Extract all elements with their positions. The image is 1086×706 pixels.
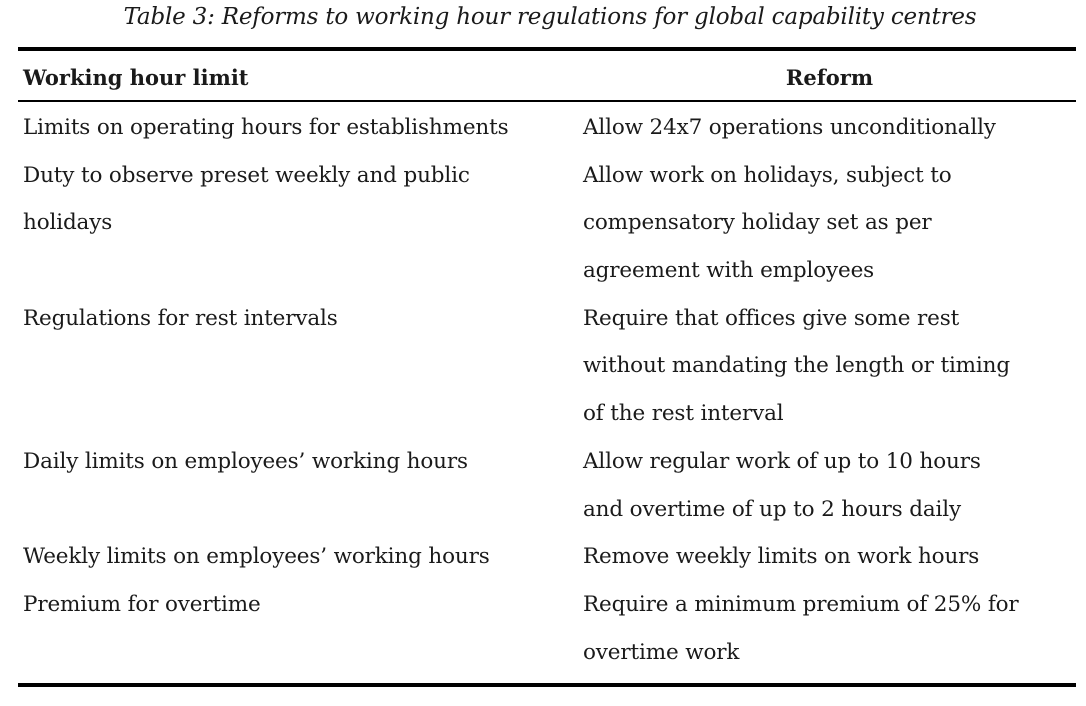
limit-cell-line: Duty to observe preset weekly and public (23, 162, 470, 188)
table-body (0, 104, 1086, 676)
limit-cell-line: holidays (23, 210, 113, 236)
table-row (0, 533, 1086, 581)
reform-cell-line: Require a minimum premium of 25% for (583, 591, 1019, 617)
limit-cell-line: Premium for overtime (23, 591, 261, 617)
header-reform: Reform (785, 65, 874, 90)
limit-cell (23, 438, 575, 486)
reform-cell (583, 295, 1079, 438)
reform-cell-line: of the rest interval (583, 401, 784, 427)
table-bottom-rule (18, 683, 1076, 687)
limit-cell-line: Regulations for rest intervals (23, 305, 338, 331)
reform-cell-line: Remove weekly limits on work hours (583, 544, 980, 570)
reform-cell (583, 438, 1079, 533)
limit-cell (23, 581, 575, 629)
table-row (0, 295, 1086, 438)
limit-cell (23, 533, 575, 581)
limit-cell-line: Limits on operating hours for establishments (23, 115, 509, 140)
table-caption: Table 3: Reforms to working hour regulations for global capability centres (123, 4, 977, 30)
reform-cell-line: and overtime of up to 2 hours daily (583, 496, 961, 522)
reform-cell-line: without mandating the length or timing (583, 353, 1010, 379)
limit-cell-line: Weekly limits on employees’ working hours (23, 544, 490, 570)
limit-cell (23, 152, 575, 247)
table-header-rule (18, 100, 1076, 102)
reform-cell-line: Allow regular work of up to 10 hours (583, 448, 981, 474)
reform-cell-line: overtime work (583, 639, 740, 665)
reform-cell-line: Allow 24x7 operations unconditionally (583, 115, 996, 140)
reform-cell (583, 533, 1079, 581)
table-row (0, 438, 1086, 533)
reform-cell (583, 152, 1079, 295)
limit-cell-line: Daily limits on employees’ working hours (23, 448, 468, 474)
table-row (0, 104, 1086, 152)
reform-cell-line: Allow work on holidays, subject to (583, 162, 952, 188)
reform-cell-line: compensatory holiday set as per (583, 210, 932, 236)
reform-cell-line: Require that offices give some rest (583, 305, 960, 331)
reform-cell (583, 104, 1079, 152)
header-working-hour-limit: Working hour limit (23, 65, 249, 90)
table-row (0, 152, 1086, 295)
limit-cell (23, 295, 575, 343)
reform-cell-line: agreement with employees (583, 258, 875, 284)
reform-cell (583, 581, 1079, 676)
table-row (0, 581, 1086, 676)
table-top-rule (18, 47, 1076, 51)
limit-cell (23, 104, 575, 152)
